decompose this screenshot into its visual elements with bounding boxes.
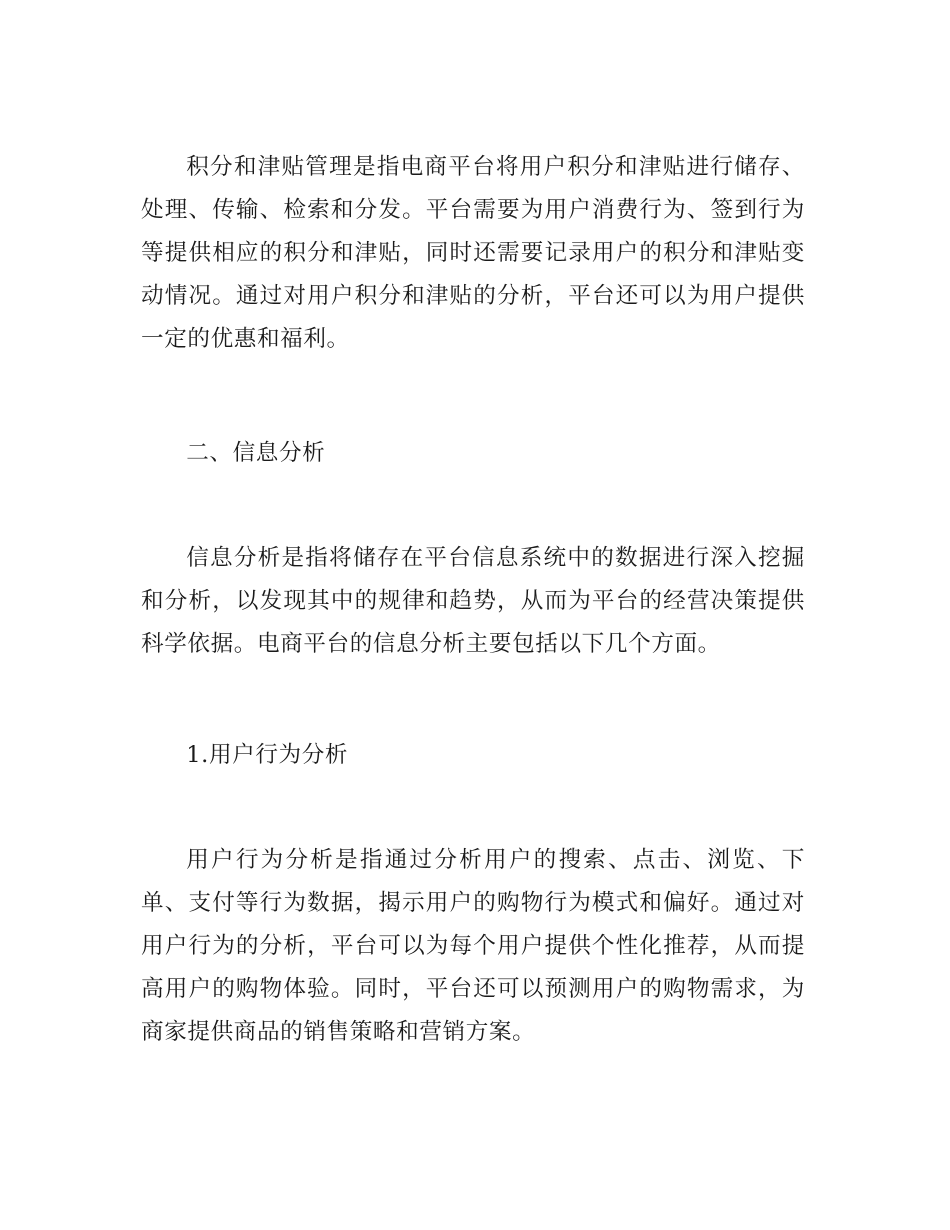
paragraph-information-analysis: 信息分析是指将储存在平台信息系统中的数据进行深入挖掘和分析，以发现其中的规律和趋势，从而为平台的经营决策提供科学依据。电商平台的信息分析主要包括以下几个方面。 — [141, 545, 805, 657]
paragraph-points-subsidy-management: 积分和津贴管理是指电商平台将用户积分和津贴进行储存、处理、传输、检索和分发。平台需要为用户消费行为、签到行为等提供相应的积分和津贴，同时还需要记录用户的积分和津贴变动情况。通过对用户积分和津贴的分析，平台还可以为用户提供一定的优惠和福利。 — [141, 154, 805, 352]
section-heading-information-analysis: 二、信息分析 — [186, 440, 326, 466]
subsection-heading-user-behavior-analysis: 1.用户行为分析 — [186, 742, 349, 768]
paragraph-user-behavior-analysis: 用户行为分析是指通过分析用户的搜索、点击、浏览、下单、支付等行为数据，揭示用户的购物行为模式和偏好。通过对用户行为的分析，平台可以为每个用户提供个性化推荐，从而提高用户的购物体验。同时，平台还可以预测用户的购物需求，为商家提供商品的销售策略和营销方案。 — [141, 847, 805, 1045]
